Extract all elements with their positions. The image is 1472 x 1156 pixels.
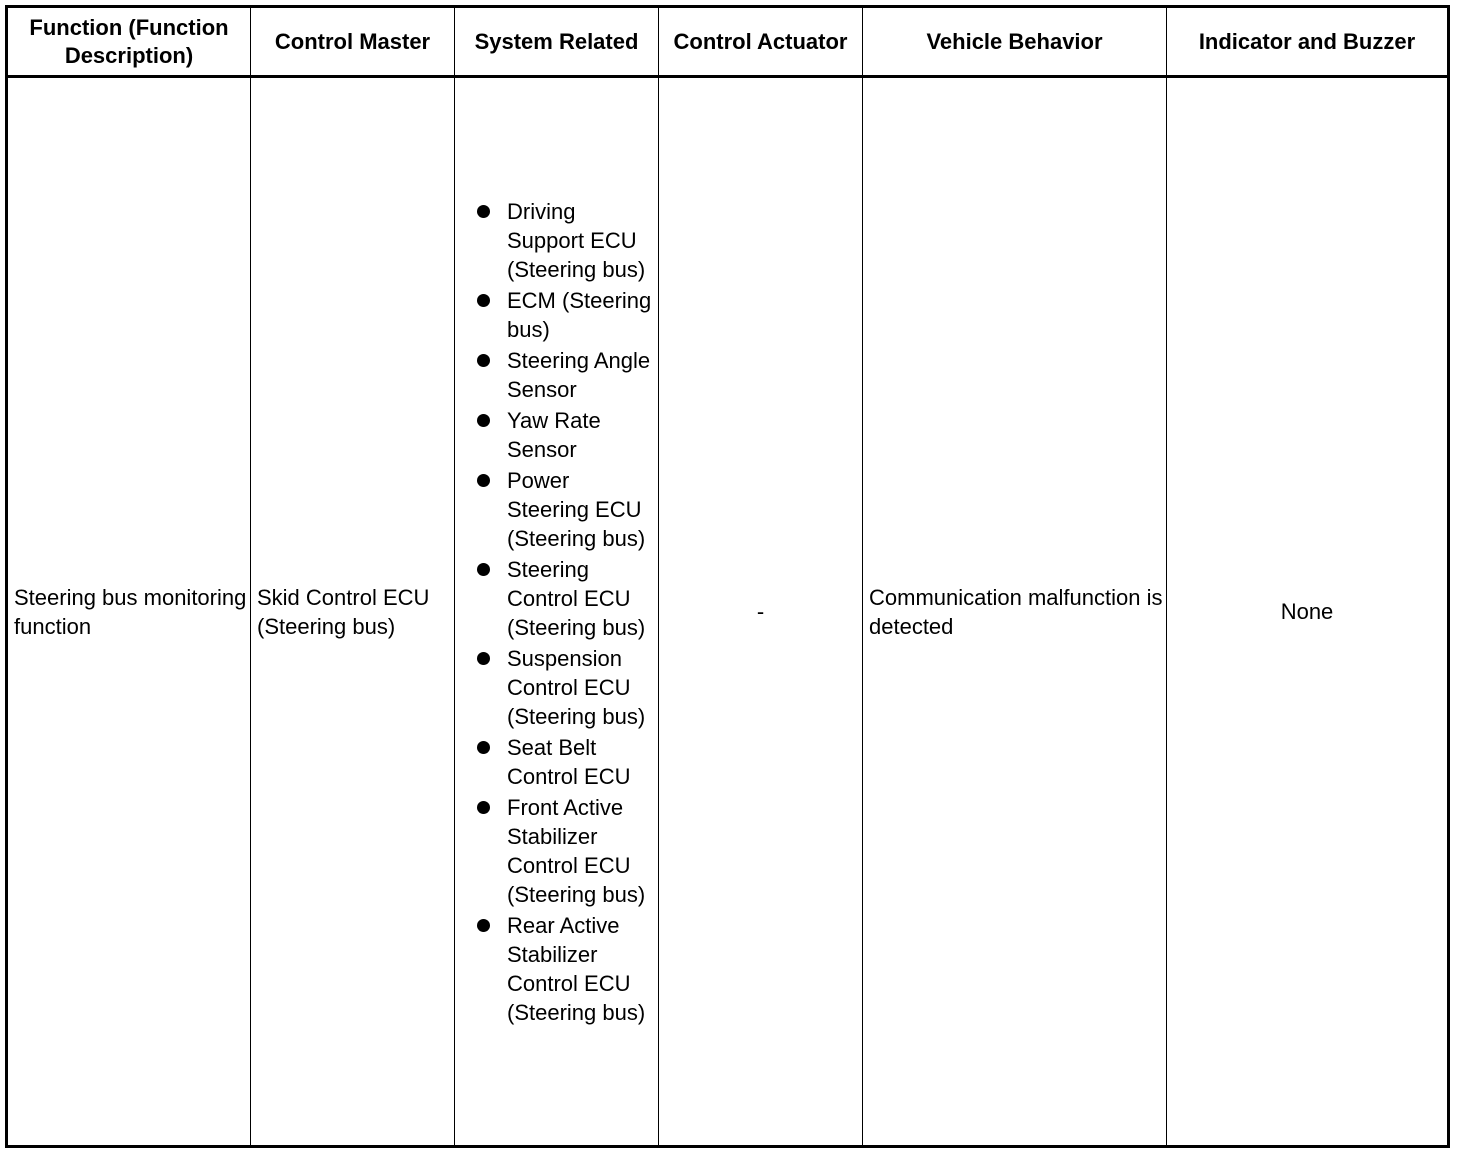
list-item-label: Rear Active Stabilizer Control ECU (Steering bus) — [507, 912, 646, 1025]
header-control-master: Control Master — [251, 7, 455, 77]
bullet-icon — [477, 205, 490, 218]
bullet-icon — [477, 563, 490, 576]
list-item — [455, 466, 654, 553]
list-item — [455, 197, 654, 284]
list-item-label: Seat Belt Control ECU — [507, 734, 631, 789]
bullet-icon — [477, 801, 490, 814]
header-function: Function (Function Description) — [7, 7, 251, 77]
list-item-label: Yaw Rate Sensor — [507, 407, 601, 462]
list-item-label: Steering Control ECU (Steering bus) — [507, 556, 646, 640]
header-row — [7, 7, 1449, 77]
cell-indicator-buzzer: None — [1167, 77, 1449, 1147]
cell-control-master: Skid Control ECU (Steering bus) — [251, 77, 455, 1147]
list-item — [455, 406, 654, 464]
list-item — [455, 346, 654, 404]
table-row — [7, 77, 1449, 1147]
list-item-label: Suspension Control ECU (Steering bus) — [507, 645, 646, 729]
system-related-list — [455, 191, 658, 1033]
list-item — [455, 911, 654, 1027]
list-item — [455, 644, 654, 731]
list-item-label: Front Active Stabilizer Control ECU (Steering bus) — [507, 794, 646, 907]
cell-vehicle-behavior: Communication malfunction is detected — [863, 77, 1167, 1147]
bullet-icon — [477, 354, 490, 367]
list-item — [455, 286, 654, 344]
list-item — [455, 555, 654, 642]
header-indicator-buzzer: Indicator and Buzzer — [1167, 7, 1449, 77]
cell-system-related — [455, 77, 659, 1147]
function-table — [5, 5, 1450, 1148]
list-item-label: Power Steering ECU (Steering bus) — [507, 467, 646, 551]
header-control-actuator: Control Actuator — [659, 7, 863, 77]
header-vehicle-behavior: Vehicle Behavior — [863, 7, 1167, 77]
bullet-icon — [477, 919, 490, 932]
list-item-label: Steering Angle Sensor — [507, 347, 651, 402]
bullet-icon — [477, 414, 490, 427]
list-item — [455, 793, 654, 909]
cell-function: Steering bus monitoring function — [7, 77, 251, 1147]
list-item-label: Driving Support ECU (Steering bus) — [507, 198, 646, 282]
bullet-icon — [477, 652, 490, 665]
bullet-icon — [477, 741, 490, 754]
list-item — [455, 733, 654, 791]
header-system-related: System Related — [455, 7, 659, 77]
bullet-icon — [477, 294, 490, 307]
list-item-label: ECM (Steering bus) — [507, 287, 652, 342]
bullet-icon — [477, 474, 490, 487]
cell-control-actuator: - — [659, 77, 863, 1147]
